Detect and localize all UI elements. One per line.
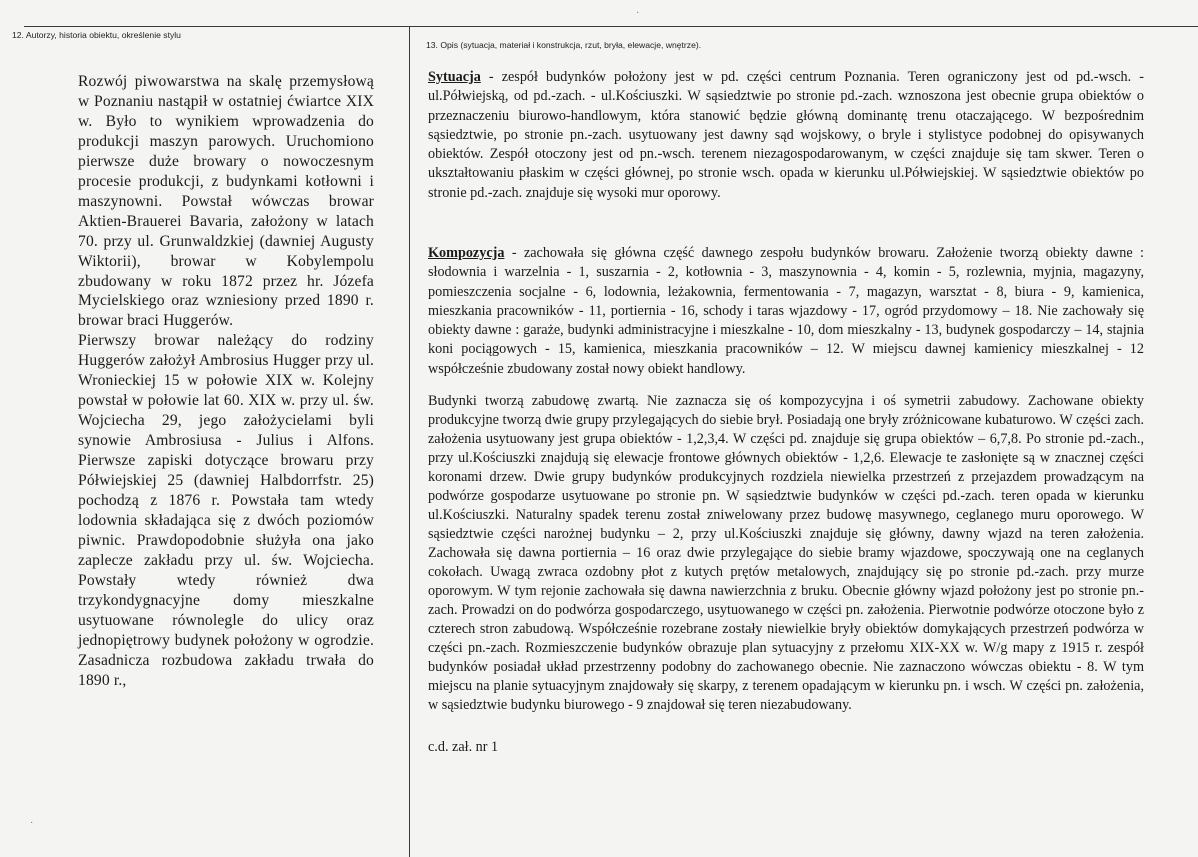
scan-speck: · (636, 8, 640, 19)
sytuacja-block (428, 68, 1144, 203)
scan-speck: · (30, 818, 34, 829)
history-paragraph-1: Rozwój piwowarstwa na skalę przemysłową w Poznaniu nastąpił w ostatniej ćwiartce XIX w. Było to wynikiem wprowadzenia do produkcji maszyn parowych. Uruchomiono pierwsze duże browary o nowoczesnym procesie produkcji, z budynkami kotłowni i maszynowni. Powstał wówczas browar Aktien-Brauerei Bavaria, założony w latach 70. przy ul. Grunwaldzkiej (dawniej Augusty Wiktorii), browar w Kobylempolu zbudowany w roku 1872 przez hr. Józefa Mycielskiego oraz wzniesiony przed 1890 r. browar braci Huggerów. (78, 73, 374, 330)
section-13-description (418, 34, 1186, 844)
sytuacja-paragraph (428, 68, 1144, 203)
kompozycja-paragraph (428, 244, 1144, 379)
history-text (78, 72, 374, 691)
kompozycja-text: - zachowała się główna część dawnego zespołu budynków browaru. Założenie tworzą obiekty dawne : słodownia i warzelnia - 1, suszarnia - 2, kotłownia - 3, maszynownia - 4, komin - 5, rozlewnia, myjnia, magazyny, pomieszczenia socjalne - 6, lodownia, leżakownia, fermentowania - 7, magazyn, warsztat - 8, biura - 9, kamienica, mieszkania pracowników - 11, portiernia - 16, schody i taras wjazdowy - 17, ogród przydomowy – 18. Nie zachowały się obiekty dawne : garaże, budynki administracyjne i mieszkalne - 10, dom mieszkalny - 13, budynek gospodarczy – 14, stajnia koni pociągowych - 15, kamienica, mieszkania pracowników – 12. W miejscu dawnej kamienicy mieszkalnej - 12 współcześnie zbudowany został nowy obiekt handlowy. (428, 245, 1144, 377)
table-top-rule (24, 26, 1198, 27)
budynki-block (428, 392, 1144, 715)
section-12-history (12, 30, 408, 844)
budynki-paragraph: Budynki tworzą zabudowę zwartą. Nie zaznacza się oś kompozycyjna i oś symetrii zabudowy. Zachowane obiekty produkcyjne tworzą dwie grupy przylegających do siebie brył. Posiadają one bryły zróżnicowane kubaturowo. W części zach. założenia usytuowany jest grupa obiektów - 1,2,3,4. W części pd. znajduje się grupa obiektów – 6,7,8. Po stronie pd.-zach., przy ul.Kościuszki znajdują się elewacje frontowe głównych obiektów - 1,2,6. Elewacje te zasłonięte są w znacznej części koronami drzew. Dwie grupy budynków produkcyjnych rozdziela niewielka przestrzeń z przejazdem prowadzącym na podwórze gospodarze usytuowane po stronie pn. W sąsiedztwie budynków w części pd.-zach. teren opada w kierunku ul.Kościuszki. Naturalny spadek terenu został zniwelowany przez budowę masywnego, ceglanego muru oporowego. W sąsiedztwie części narożnej budynku – 2, przy ul.Kościuszki znajduje się główny, dawny wjazd na teren założenia. Zachowała się dawna portiernia – 16 oraz dwie przylegające do siebie bramy wjazdowe, spoczywają one na ceglanych cokołach. Uwagą zwraca ozdobny płot z kutych prętów metalowych, znajdujący się po stronie pd.-zach. przy murze oporowym. W tym rejonie zachowała się dawna nawierzchnia z bruku. Obecnie główny wjazd położony jest po stronie pn.-zach. Prowadzi on do podwórza gospodarczego, usytuowanego w części pn. założenia. Pierwotnie podwórze otoczone było z czterech stron zabudową. Współcześnie rozebrane zostały niewielkie bryły obiektów domykających przestrzeń podwórza w części pn.-zach. Rozmieszczenie budynków obrazuje plan sytuacyjny z przełomu XIX-XX w. W/g mapy z 1915 r. zespół budynków posiadał układ przestrzenny podobny do zachowanego obecnie. Nie zaznaczono wówczas obiektu - 8. W tym miejscu na planie sytuacyjnym znajdowały się skarpy, z terenem opadającym w kierunku pn. i wsch. W części pn. założenia, w sąsiedztwie budynku biurowego - 9 znajdował się teren niezabudowany. (428, 393, 1144, 713)
kompozycja-block (428, 244, 1144, 379)
section-13-label: 13. Opis (sytuacja, materiał i konstrukcja, rzut, bryła, elewacje, wnętrze). (426, 40, 702, 50)
kompozycja-heading: Kompozycja (428, 245, 505, 261)
column-divider (409, 26, 410, 857)
section-12-label: 12. Autorzy, historia obiektu, określenie stylu (12, 30, 181, 40)
continuation-reference: c.d. zał. nr 1 (428, 739, 499, 755)
history-paragraph-2: Pierwszy browar należący do rodziny Huggerów założył Ambrosius Hugger przy ul. Wronieckiej 15 w połowie XIX w. Kolejny powstał w połowie lat 60. XIX w. przy ul. św. Wojciecha 29, jego założycielami byli synowie Ambrosiusa - Julius i Alfons. Pierwsze zapiski dotyczące browaru przy Półwiejskiej 25 (dawniej Halbdorrfstr. 25) pochodzą z 1876 r. Powstała tam wtedy lodownia składająca się z dwóch poziomów piwnic. Prawdopodobnie służyła ona jako zaplecze zakładu przy ul. św. Wojciecha. Powstały wtedy również dwa trzykondygnacyjne domy mieszkalne usytuowane równolegle do ulicy oraz jednopiętrowy budynek położony w ogrodzie. Zasadnicza rozbudowa zakładu trwała do 1890 r., (78, 332, 374, 689)
sytuacja-text: - zespół budynków położony jest w pd. części centrum Poznania. Teren ograniczony jest od pd.-wsch. - ul.Półwiejską, od pd.-zach. - ul.Kościuszki. W sąsiedztwie po stronie pd.-zach. wznoszona jest obecnie grupa obiektów o przeznaczeniu biurowo-handlowym, która stanowić będzie główną dominantę trenu otaczającego. W bezpośrednim sąsiedztwie, po stronie pn.-zach. usytuowany jest dawny sąd wojskowy, o bryle i stylistyce podobnej do opisywanych obiektów. Zespół otoczony jest od pn.-wsch. terenem niezagospodarowanym, w części znajduje się tam skwer. Teren o ukształtowaniu płaskim w części głównej, po stronie wsch. opada w kierunku ul.Półwiejskiej. W sąsiedztwie obiektów po stronie pd.-zach. znajduje się wysoki mur oporowy. (428, 69, 1144, 201)
sytuacja-heading: Sytuacja (428, 69, 481, 85)
